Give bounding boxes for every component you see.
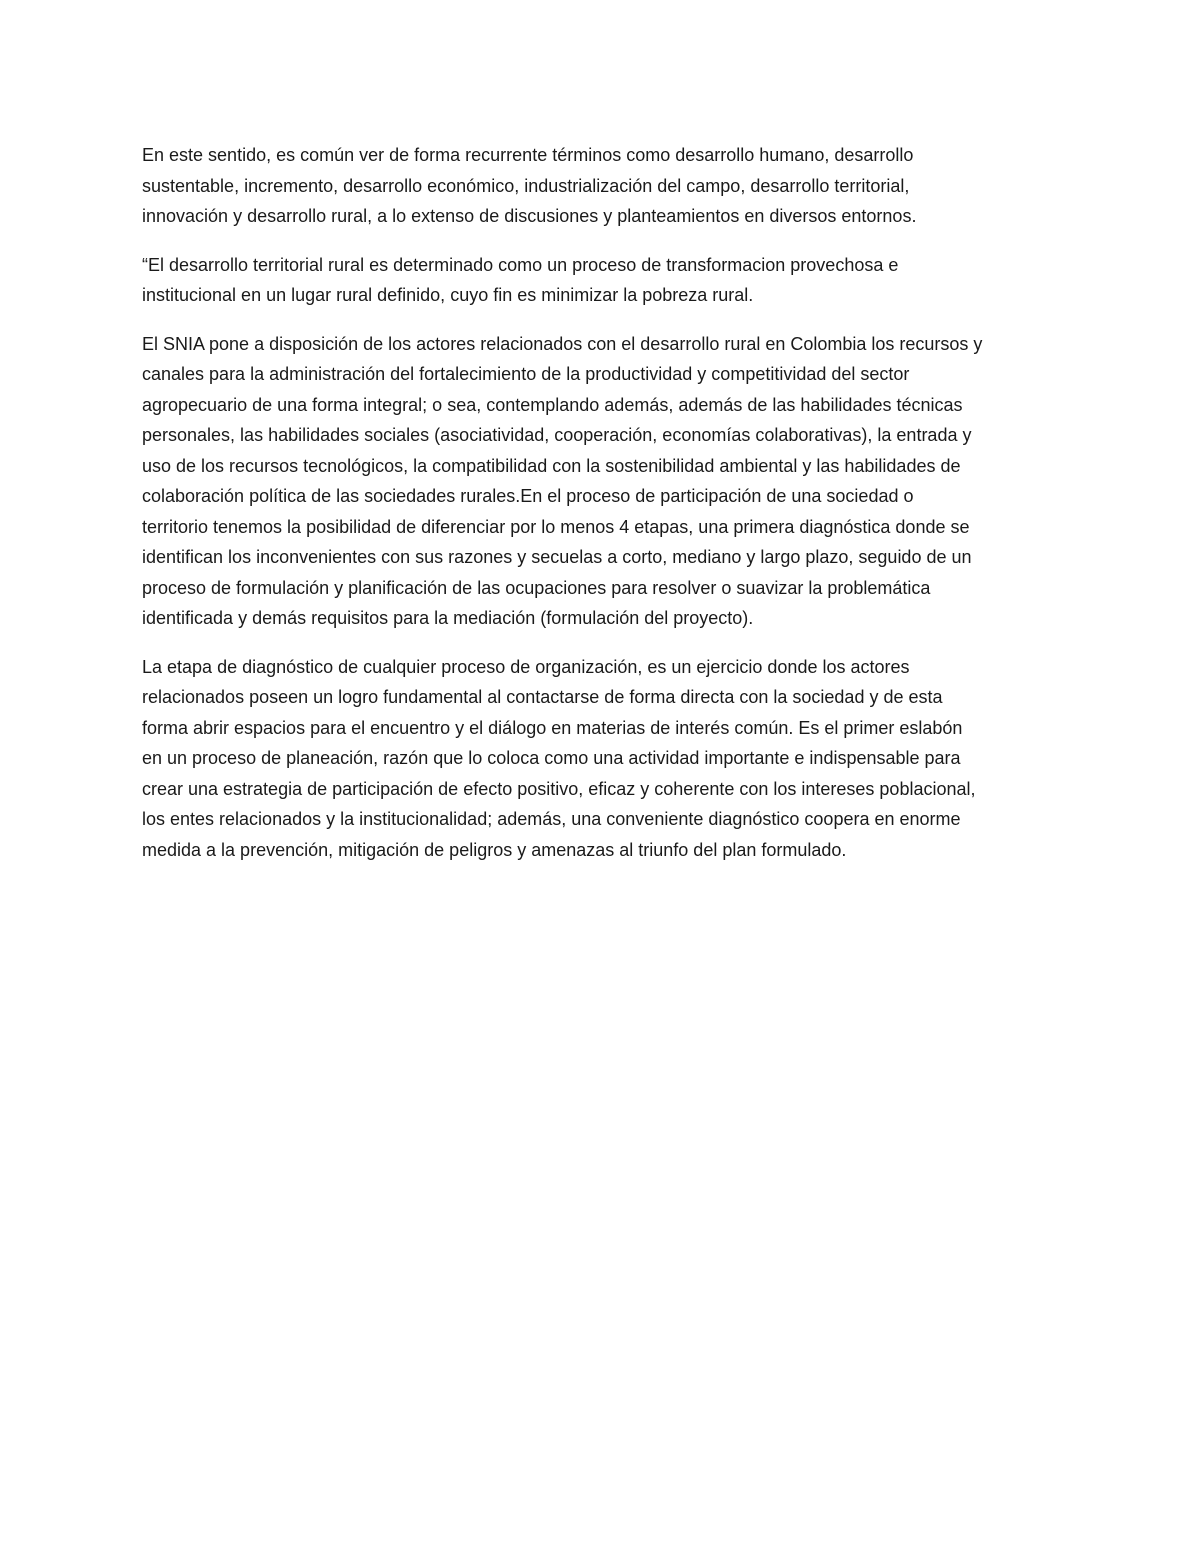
document-body <box>142 140 1062 883</box>
paragraph-line: relacionados poseen un logro fundamental al contactarse de forma directa con la sociedad y de esta <box>142 687 943 707</box>
paragraph-2 <box>142 250 1062 311</box>
paragraph-line: proceso de formulación y planificación de las ocupaciones para resolver o suavizar la problemática <box>142 577 931 598</box>
paragraph-line: agropecuario de una forma integral; o sea, contemplando además, además de las habilidades técnicas <box>142 394 963 415</box>
paragraph-line: territorio tenemos la posibilidad de diferenciar por lo menos 4 etapas, una primera diagnóstica donde se <box>142 516 970 537</box>
paragraph-line: identificada y demás requisitos para la mediación (formulación del proyecto). <box>142 608 754 628</box>
paragraph-line: institucional en un lugar rural definido, cuyo fin es minimizar la pobreza rural. <box>142 285 754 305</box>
paragraph-line: crear una estrategia de participación de efecto positivo, eficaz y coherente con los intereses poblacional, <box>142 778 976 799</box>
paragraph-line: canales para la administración del fortalecimiento de la productividad y competitividad del sector <box>142 364 910 384</box>
paragraph-line: En este sentido, es común ver de forma recurrente términos como desarrollo humano, desarrollo <box>142 145 914 165</box>
paragraph-line: medida a la prevención, mitigación de peligros y amenazas al triunfo del plan formulado. <box>142 839 847 860</box>
paragraph-line: sustentable, incremento, desarrollo económico, industrialización del campo, desarrollo territorial, <box>142 175 910 196</box>
paragraph-line: El SNIA pone a disposición de los actores relacionados con el desarrollo rural en Colombia los recursos y <box>142 333 983 354</box>
paragraph-line: innovación y desarrollo rural, a lo extenso de discusiones y planteamientos en diversos entornos. <box>142 206 917 226</box>
paragraph-1 <box>142 140 1062 232</box>
paragraph-line: los entes relacionados y la institucionalidad; además, una conveniente diagnóstico coopera en enorme <box>142 809 961 829</box>
paragraph-line: uso de los recursos tecnológicos, la compatibilidad con la sostenibilidad ambiental y las habilidades de <box>142 455 961 476</box>
paragraph-line: La etapa de diagnóstico de cualquier proceso de organización, es un ejercicio donde los actores <box>142 656 910 677</box>
paragraph-4 <box>142 652 1062 866</box>
paragraph-line: en un proceso de planeación, razón que lo coloca como una actividad importante e indispensable para <box>142 748 961 768</box>
paragraph-line: colaboración política de las sociedades rurales.En el proceso de participación de una sociedad o <box>142 486 914 506</box>
paragraph-line: identifican los inconvenientes con sus razones y secuelas a corto, mediano y largo plazo, seguido de un <box>142 547 972 567</box>
paragraph-line: forma abrir espacios para el encuentro y el diálogo en materias de interés común. Es el primer eslabón <box>142 717 963 738</box>
paragraph-3 <box>142 329 1062 634</box>
paragraph-line: personales, las habilidades sociales (asociatividad, cooperación, economías colaborativas), la entrada y <box>142 425 972 445</box>
paragraph-line: “El desarrollo territorial rural es determinado como un proceso de transformacion provechosa e <box>142 254 899 275</box>
